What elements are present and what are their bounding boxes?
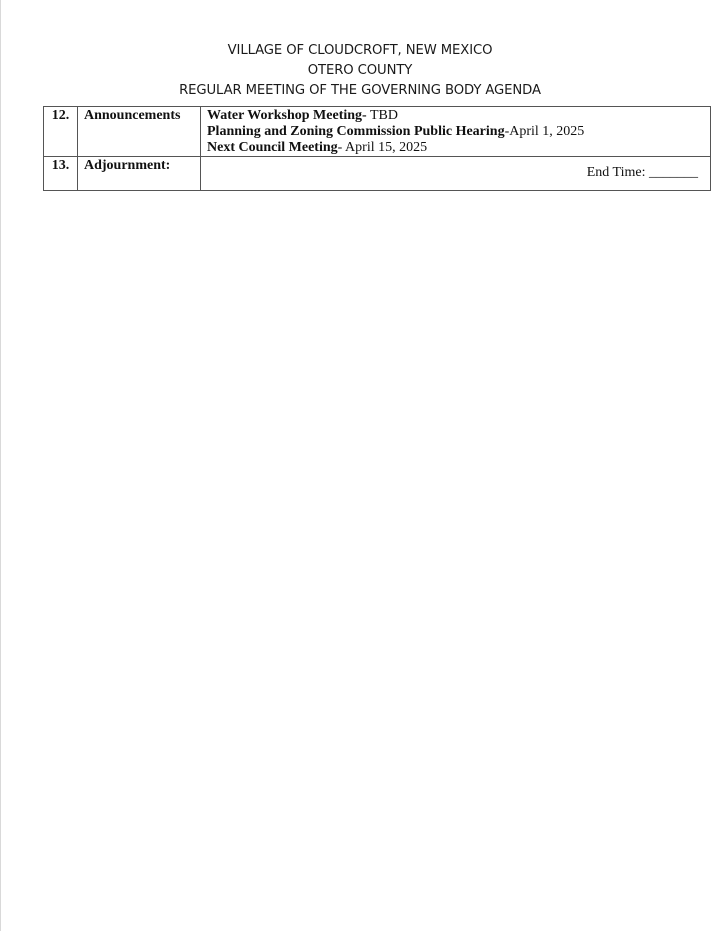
agenda-item-number: 13. <box>44 157 78 191</box>
header-county: OTERO COUNTY <box>307 63 413 78</box>
announcement-label: Water Workshop Meeting- <box>207 108 367 123</box>
agenda-item-title: Announcements <box>78 107 201 157</box>
announcement-next-council <box>207 140 710 156</box>
announcement-planning-zoning <box>207 124 710 140</box>
agenda-row-announcements <box>44 107 711 157</box>
announcement-label: Next Council Meeting <box>207 140 338 155</box>
announcement-value: - April 15, 2025 <box>337 140 428 155</box>
agenda-item-title: Adjournment: <box>78 157 201 191</box>
document-header <box>0 41 720 101</box>
announcement-label: Planning and Zoning Commission Public Hearing <box>207 124 505 139</box>
agenda-table <box>43 106 711 191</box>
announcement-water-workshop <box>207 108 710 124</box>
page-edge <box>0 0 1 931</box>
agenda-item-number: 12. <box>44 107 78 157</box>
header-village-name: VILLAGE OF CLOUDCROFT, NEW MEXICO <box>227 43 493 58</box>
announcement-value: TBD <box>366 108 398 123</box>
agenda-item-details <box>201 107 711 157</box>
announcement-value: -April 1, 2025 <box>504 124 585 139</box>
header-meeting-title: REGULAR MEETING OF THE GOVERNING BODY AGENDA <box>179 83 541 98</box>
agenda-row-adjournment <box>44 157 711 191</box>
end-time-field: End Time: _______ <box>586 165 698 180</box>
agenda-item-details <box>201 157 711 191</box>
